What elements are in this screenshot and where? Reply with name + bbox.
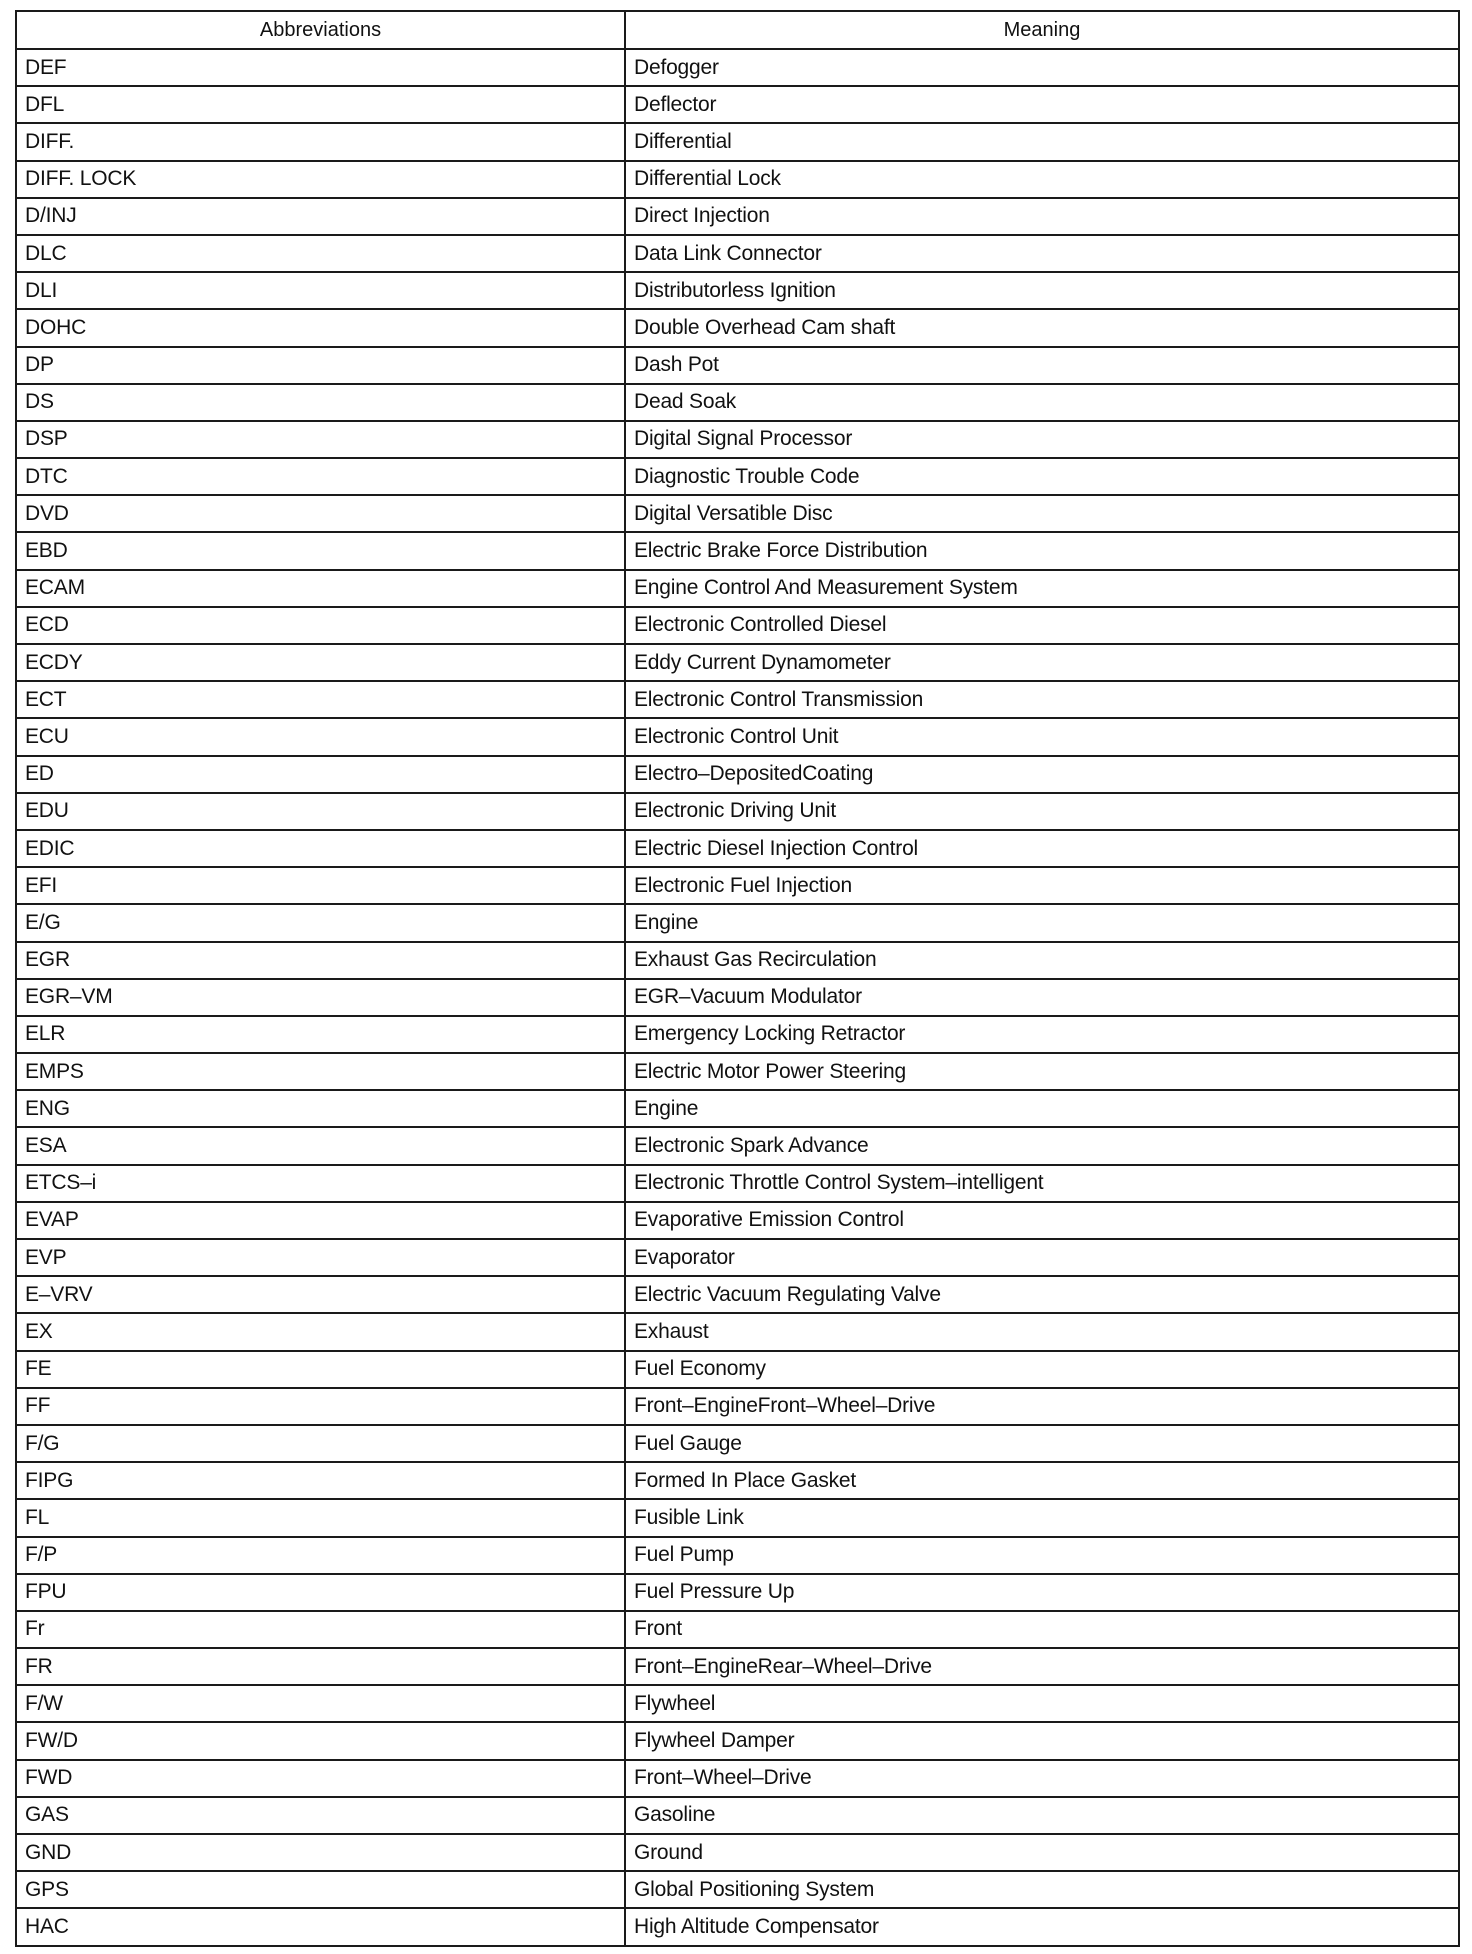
abbreviation-cell: EDU xyxy=(16,793,625,830)
meaning-cell: Direct Injection xyxy=(625,198,1459,235)
meaning-cell: Electric Diesel Injection Control xyxy=(625,830,1459,867)
abbreviation-cell: ESA xyxy=(16,1127,625,1164)
abbreviation-cell: E/G xyxy=(16,904,625,941)
abbreviation-cell: EGR–VM xyxy=(16,979,625,1016)
abbreviation-cell: FIPG xyxy=(16,1462,625,1499)
meaning-cell: Fuel Economy xyxy=(625,1351,1459,1388)
table-body xyxy=(16,49,1459,1946)
abbreviation-cell: DLC xyxy=(16,235,625,272)
abbreviation-cell: FWD xyxy=(16,1760,625,1797)
table-row xyxy=(16,49,1459,86)
abbreviation-cell: FF xyxy=(16,1388,625,1425)
meaning-cell: Flywheel xyxy=(625,1685,1459,1722)
meaning-cell: Exhaust xyxy=(625,1313,1459,1350)
table-row xyxy=(16,421,1459,458)
table-row xyxy=(16,942,1459,979)
meaning-cell: Dash Pot xyxy=(625,347,1459,384)
meaning-cell: Electric Brake Force Distribution xyxy=(625,532,1459,569)
meaning-cell: Front–Wheel–Drive xyxy=(625,1760,1459,1797)
abbreviation-cell: EDIC xyxy=(16,830,625,867)
table-row xyxy=(16,1834,1459,1871)
table-row xyxy=(16,1685,1459,1722)
meaning-cell: Double Overhead Cam shaft xyxy=(625,309,1459,346)
abbreviation-cell: DEF xyxy=(16,49,625,86)
table-row xyxy=(16,161,1459,198)
table-row xyxy=(16,867,1459,904)
abbreviation-cell: EX xyxy=(16,1313,625,1350)
meaning-cell: Differential xyxy=(625,123,1459,160)
abbreviation-cell: FR xyxy=(16,1648,625,1685)
abbreviation-cell: FL xyxy=(16,1499,625,1536)
abbreviation-cell: ECT xyxy=(16,681,625,718)
table-row xyxy=(16,1276,1459,1313)
meaning-cell: Engine Control And Measurement System xyxy=(625,570,1459,607)
table-row xyxy=(16,1908,1459,1945)
meaning-cell: Digital Signal Processor xyxy=(625,421,1459,458)
abbreviation-cell: DIFF. LOCK xyxy=(16,161,625,198)
meaning-cell: EGR–Vacuum Modulator xyxy=(625,979,1459,1016)
table-row xyxy=(16,1648,1459,1685)
meaning-cell: Formed In Place Gasket xyxy=(625,1462,1459,1499)
table-row xyxy=(16,458,1459,495)
meaning-cell: Differential Lock xyxy=(625,161,1459,198)
table-row xyxy=(16,198,1459,235)
meaning-cell: Ground xyxy=(625,1834,1459,1871)
abbreviation-cell: EGR xyxy=(16,942,625,979)
meaning-cell: Electronic Control Unit xyxy=(625,718,1459,755)
meaning-cell: Fuel Gauge xyxy=(625,1425,1459,1462)
abbreviation-cell: EVP xyxy=(16,1239,625,1276)
abbreviation-cell: ETCS–i xyxy=(16,1165,625,1202)
abbreviation-cell: ECAM xyxy=(16,570,625,607)
table-row xyxy=(16,1016,1459,1053)
meaning-cell: Electronic Throttle Control System–intelligent xyxy=(625,1165,1459,1202)
meaning-cell: Electronic Driving Unit xyxy=(625,793,1459,830)
table-row xyxy=(16,272,1459,309)
meaning-cell: Front–EngineFront–Wheel–Drive xyxy=(625,1388,1459,1425)
abbreviation-cell: HAC xyxy=(16,1908,625,1945)
abbreviation-cell: F/P xyxy=(16,1537,625,1574)
abbreviations-page xyxy=(15,10,1458,1947)
meaning-cell: Diagnostic Trouble Code xyxy=(625,458,1459,495)
meaning-cell: Front xyxy=(625,1611,1459,1648)
table-row xyxy=(16,1574,1459,1611)
abbreviation-cell: EBD xyxy=(16,532,625,569)
abbreviation-cell: EFI xyxy=(16,867,625,904)
table-row xyxy=(16,532,1459,569)
abbreviation-cell: E–VRV xyxy=(16,1276,625,1313)
meaning-cell: Flywheel Damper xyxy=(625,1722,1459,1759)
meaning-column-header: Meaning xyxy=(625,11,1459,49)
meaning-cell: Evaporator xyxy=(625,1239,1459,1276)
table-row xyxy=(16,384,1459,421)
table-row xyxy=(16,123,1459,160)
table-row xyxy=(16,1722,1459,1759)
meaning-cell: Electric Vacuum Regulating Valve xyxy=(625,1276,1459,1313)
table-row xyxy=(16,1537,1459,1574)
meaning-cell: Fusible Link xyxy=(625,1499,1459,1536)
table-row xyxy=(16,1165,1459,1202)
table-row xyxy=(16,830,1459,867)
meaning-cell: Electronic Fuel Injection xyxy=(625,867,1459,904)
table-row xyxy=(16,793,1459,830)
abbreviation-cell: D/INJ xyxy=(16,198,625,235)
meaning-cell: Fuel Pump xyxy=(625,1537,1459,1574)
abbreviation-cell: F/G xyxy=(16,1425,625,1462)
abbreviation-cell: EVAP xyxy=(16,1202,625,1239)
abbreviation-cell: DVD xyxy=(16,495,625,532)
table-row xyxy=(16,1239,1459,1276)
table-row xyxy=(16,756,1459,793)
abbreviation-cell: F/W xyxy=(16,1685,625,1722)
table-row xyxy=(16,718,1459,755)
table-row xyxy=(16,1053,1459,1090)
table-row xyxy=(16,1202,1459,1239)
abbreviation-cell: GPS xyxy=(16,1871,625,1908)
table-row xyxy=(16,1797,1459,1834)
table-row xyxy=(16,86,1459,123)
abbreviations-table xyxy=(15,10,1460,1947)
abbreviation-cell: ELR xyxy=(16,1016,625,1053)
meaning-cell: Electronic Control Transmission xyxy=(625,681,1459,718)
meaning-cell: Digital Versatible Disc xyxy=(625,495,1459,532)
meaning-cell: Engine xyxy=(625,904,1459,941)
abbreviation-cell: ECU xyxy=(16,718,625,755)
meaning-cell: Eddy Current Dynamometer xyxy=(625,644,1459,681)
abbreviation-cell: ED xyxy=(16,756,625,793)
meaning-cell: Front–EngineRear–Wheel–Drive xyxy=(625,1648,1459,1685)
abbreviation-cell: GND xyxy=(16,1834,625,1871)
meaning-cell: Exhaust Gas Recirculation xyxy=(625,942,1459,979)
table-row xyxy=(16,644,1459,681)
meaning-cell: Global Positioning System xyxy=(625,1871,1459,1908)
table-row xyxy=(16,979,1459,1016)
abbreviation-cell: DTC xyxy=(16,458,625,495)
table-row xyxy=(16,1313,1459,1350)
table-row xyxy=(16,1127,1459,1164)
table-row xyxy=(16,309,1459,346)
table-row xyxy=(16,1611,1459,1648)
meaning-cell: Evaporative Emission Control xyxy=(625,1202,1459,1239)
abbreviation-cell: FPU xyxy=(16,1574,625,1611)
abbreviation-cell: DOHC xyxy=(16,309,625,346)
meaning-cell: Distributorless Ignition xyxy=(625,272,1459,309)
abbreviation-cell: DSP xyxy=(16,421,625,458)
table-row xyxy=(16,1090,1459,1127)
meaning-cell: Data Link Connector xyxy=(625,235,1459,272)
table-row xyxy=(16,904,1459,941)
abbreviation-cell: DLI xyxy=(16,272,625,309)
abbreviation-cell: GAS xyxy=(16,1797,625,1834)
table-row xyxy=(16,495,1459,532)
table-row xyxy=(16,681,1459,718)
abbreviation-cell: FE xyxy=(16,1351,625,1388)
meaning-cell: Dead Soak xyxy=(625,384,1459,421)
abbreviation-cell: ECD xyxy=(16,607,625,644)
meaning-cell: Electric Motor Power Steering xyxy=(625,1053,1459,1090)
meaning-cell: Gasoline xyxy=(625,1797,1459,1834)
meaning-cell: Electronic Controlled Diesel xyxy=(625,607,1459,644)
abbreviation-cell: FW/D xyxy=(16,1722,625,1759)
meaning-cell: Electronic Spark Advance xyxy=(625,1127,1459,1164)
table-row xyxy=(16,570,1459,607)
table-row xyxy=(16,1760,1459,1797)
meaning-cell: Emergency Locking Retractor xyxy=(625,1016,1459,1053)
table-row xyxy=(16,1388,1459,1425)
abbreviation-cell: Fr xyxy=(16,1611,625,1648)
meaning-cell: Electro–DepositedCoating xyxy=(625,756,1459,793)
meaning-cell: Defogger xyxy=(625,49,1459,86)
table-row xyxy=(16,607,1459,644)
table-row xyxy=(16,1425,1459,1462)
table-row xyxy=(16,1462,1459,1499)
abbreviation-cell: ECDY xyxy=(16,644,625,681)
abbreviation-cell: DP xyxy=(16,347,625,384)
meaning-cell: Fuel Pressure Up xyxy=(625,1574,1459,1611)
meaning-cell: High Altitude Compensator xyxy=(625,1908,1459,1945)
abbreviation-cell: DIFF. xyxy=(16,123,625,160)
table-row xyxy=(16,1871,1459,1908)
table-row xyxy=(16,1351,1459,1388)
table-row xyxy=(16,1499,1459,1536)
table-row xyxy=(16,235,1459,272)
abbreviation-cell: ENG xyxy=(16,1090,625,1127)
abbreviation-cell: DS xyxy=(16,384,625,421)
meaning-cell: Engine xyxy=(625,1090,1459,1127)
abbreviations-column-header: Abbreviations xyxy=(16,11,625,49)
meaning-cell: Deflector xyxy=(625,86,1459,123)
abbreviation-cell: EMPS xyxy=(16,1053,625,1090)
table-header-row xyxy=(16,11,1459,49)
table-row xyxy=(16,347,1459,384)
abbreviation-cell: DFL xyxy=(16,86,625,123)
